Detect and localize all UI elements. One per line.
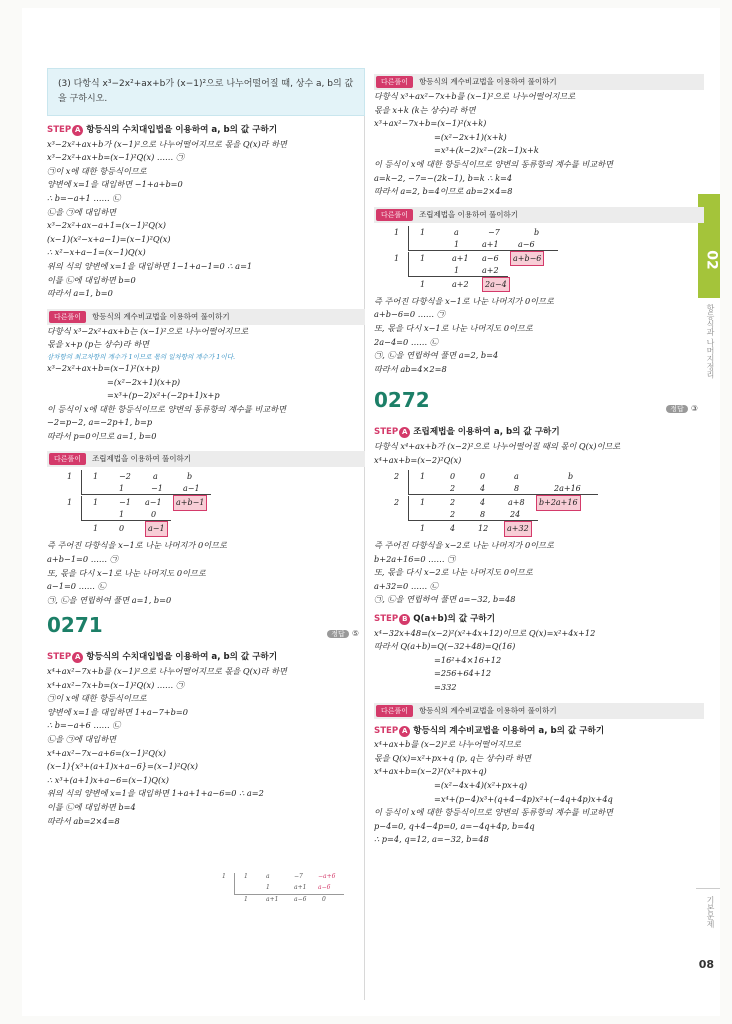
coef: −a+6 [318, 873, 336, 880]
hint-note: 삼차항의 최고차항의 계수가 1이므로 몫의 일차항의 계수가 1이다. [47, 352, 236, 361]
coef: a [153, 472, 158, 482]
solution-line: ㉠, ㉡을 연립하여 풀면 a=−32, b=48 [374, 594, 516, 605]
coef: a+8 [508, 498, 525, 508]
coef: 1 [93, 472, 99, 482]
coef: 1 [119, 484, 125, 494]
coef: a−6 [482, 253, 499, 263]
coef: a+1 [482, 239, 499, 249]
alt2-solution-lines [47, 539, 365, 607]
solution-line: 또, 몫을 다시 x−2로 나눈 나머지도 0이므로 [374, 567, 533, 578]
remainder: 2a−4 [482, 277, 510, 293]
coef: 1 [266, 884, 270, 891]
alt-solution-lines [374, 90, 704, 199]
left-column [47, 68, 365, 828]
step-a-badge: STEP A [47, 125, 83, 135]
step-b-title: Q(a+b)의 값 구하기 [413, 614, 496, 625]
solution-line: ㉠이 x에 대한 항등식이므로 [47, 693, 147, 704]
coef: −1 [151, 484, 163, 494]
chapter-tab-text: 항등식과 나머지정리 [706, 304, 715, 379]
alt-solution-tag: 다른풀이 [49, 453, 86, 465]
solution-line: x³+ax²−7x+b=(x−1)²(x+k) [374, 118, 487, 129]
solution-line: 이 등식이 x에 대한 항등식이므로 양변의 동류항의 계수를 비교하면 [47, 403, 286, 414]
solution-line: =x³+(k−2)x²−(2k−1)x+k [434, 145, 539, 156]
answer-badge: 정답 ⑤ [327, 627, 359, 642]
coef: 1 [420, 253, 426, 263]
solution-line: 이 등식이 x에 대한 항등식이므로 양변의 동류항의 계수를 비교하면 [374, 807, 613, 818]
problem-number [374, 388, 704, 420]
coef: 0 [480, 472, 486, 482]
solution-line: x³−2x²+ax+b=(x−1)²(x+p) [47, 362, 160, 373]
coef: 4 [450, 524, 456, 534]
coef: 1 [454, 265, 460, 275]
coef: a+1 [294, 884, 307, 891]
step-a-title: 항등식의 수치대입법을 이용하여 a, b의 값 구하기 [86, 652, 278, 663]
coef: 1 [420, 227, 426, 237]
solution-line: a+b−6=0 …… ㉠ [374, 309, 445, 320]
solution-lines [374, 539, 704, 607]
solution-lines [374, 627, 704, 695]
solution-line: =(x²−4x+4)(x²+px+q) [434, 780, 528, 790]
solution-line: x⁴+ax+b를 (x−2)²로 나누어떨어지므로 [374, 739, 522, 750]
solution-line: (x−1)(x²−x+a−1)=(x−1)²Q(x) [47, 233, 171, 244]
solution-line: =16²+4×16+12 [434, 654, 502, 665]
solution-line: 이 등식이 x에 대한 항등식이므로 양변의 동류항의 계수를 비교하면 [374, 158, 613, 169]
coef: b [568, 472, 574, 482]
coef: 1 [420, 498, 426, 508]
coef: 2 [450, 498, 456, 508]
coef: a+2 [452, 279, 469, 289]
solution-line: a+32=0 …… ㉡ [374, 580, 438, 591]
step-a-badge: STEP A [47, 652, 83, 662]
alt-solution-bar [374, 207, 704, 223]
coef: 24 [510, 510, 521, 520]
synthetic-division-table [374, 226, 574, 292]
coef: 1 [454, 239, 460, 249]
page [22, 8, 720, 1016]
solution-line: a=k−2, −7=−(2k−1), b=k ∴ k=4 [374, 172, 513, 183]
step-a-heading [374, 426, 704, 440]
coef: a [514, 472, 519, 482]
coef: 12 [478, 524, 489, 534]
solution-lines [374, 738, 704, 847]
solution-line: ㉠, ㉡을 연립하여 풀면 a=1, b=0 [47, 594, 172, 605]
solution-line: a+b−1=0 …… ㉠ [47, 554, 118, 565]
divisor: 1 [67, 472, 73, 482]
solution-line: 다항식 x³+ax²−7x+b를 (x−1)²으로 나누어떨어지므로 [374, 91, 576, 101]
solution-line: 이를 ㉡에 대입하면 b=4 [47, 801, 136, 812]
chapter-tab-number: 02 [703, 250, 720, 270]
coef: −7 [488, 227, 500, 237]
solution-line: 몫을 x+p (p는 상수)라 하면 [47, 339, 150, 350]
coef: a−1 [145, 498, 162, 508]
solution-line: a−1=0 …… ㉡ [47, 581, 106, 592]
answer-badge: 정답 ③ [666, 402, 698, 417]
remainder: b+2a+16 [536, 495, 581, 511]
coef: b [187, 472, 193, 482]
solution-line: 따라서 a=2, b=4이므로 ab=2×4=8 [374, 186, 513, 197]
solution-line: ㉠, ㉡을 연립하여 풀면 a=2, b=4 [374, 350, 499, 361]
coef: 1 [93, 498, 99, 508]
remainder: a+b−6 [510, 251, 544, 267]
solution-lines [47, 665, 365, 828]
coef: 8 [480, 510, 486, 520]
alt-solution-title: 항등식의 계수비교법을 이용하여 풀이하기 [419, 77, 557, 86]
coef: a−6 [294, 896, 307, 903]
alt-solution-title: 조립제법을 이용하여 풀이하기 [419, 209, 519, 219]
solution-line: 다항식 x³−2x²+ax+b는 (x−1)²으로 나누어떨어지므로 [47, 325, 249, 336]
solution-line: x⁴+ax²−7x−a+6=(x−1)²Q(x) [47, 747, 166, 758]
solution-line: x³−2x²+ax+b=(x−1)²Q(x) …… ㉠ [47, 152, 185, 163]
step-a-heading [47, 651, 365, 665]
solution-line: x⁴+ax²−7x+b=(x−1)²Q(x) …… ㉠ [47, 679, 185, 690]
solution-line: 즉 주어진 다항식을 x−1로 나눈 나머지가 0이므로 [374, 295, 554, 306]
coef: 4 [480, 498, 486, 508]
step-a-badge: STEP A [374, 427, 410, 437]
solution-line: ∴ x³+(a+1)x+a−6=(x−1)Q(x) [47, 774, 169, 785]
step-a-title: 조립제법을 이용하여 a, b의 값 구하기 [413, 427, 560, 438]
question-box: (3) 다항식 x³−2x²+ax+b가 (x−1)²으로 나누어떨어질 때, 상수 a, b의 값을 구하시오. [47, 68, 365, 116]
solution-line: 다항식 x⁴+ax+b가 (x−2)²으로 나누어떨어질 때의 몫이 Q(x)이므로 [374, 440, 621, 451]
solution-line: ∴ p=4, q=12, a=−32, b=48 [374, 834, 489, 845]
step-b-heading [374, 613, 704, 627]
solution-line: x³−2x²+ax−a+1=(x−1)²Q(x) [47, 220, 166, 231]
solution-line: =x³+(p−2)x²+(−2p+1)x+p [107, 390, 220, 401]
solution-line: 또, 몫을 다시 x−1로 나눈 나머지도 0이므로 [47, 567, 206, 578]
solution-line: 양변에 x=1을 대입하면 −1+a+b=0 [47, 179, 183, 190]
coef: 2 [450, 510, 456, 520]
solution-line: b+2a+16=0 …… ㉠ [374, 553, 456, 564]
step-a-badge: STEP A [374, 726, 410, 736]
solution-line: x⁴+ax+b=(x−2)²Q(x) [374, 454, 462, 465]
coef: 1 [93, 524, 99, 534]
solution-line: −2=p−2, a=−2p+1, b=p [47, 417, 153, 428]
divisor: 2 [394, 472, 400, 482]
solution-line: =332 [434, 682, 457, 693]
alt-solution-title: 항등식의 계수비교법을 이용하여 풀이하기 [419, 705, 557, 715]
solution-line: x⁴+ax²−7x+b를 (x−1)²으로 나누어떨어지므로 몫을 Q(x)라 하면 [47, 666, 287, 677]
remainder: a+b−1 [173, 495, 207, 511]
divisor: 2 [394, 498, 400, 508]
coef: 8 [514, 484, 520, 494]
solution-line: 즉 주어진 다항식을 x−2로 나눈 나머지가 0이므로 [374, 540, 554, 551]
alt-solution-tag: 다른풀이 [376, 705, 413, 717]
solution-lines [374, 440, 704, 467]
problem-number-text: 0272 [374, 388, 430, 413]
coef: 1 [244, 873, 248, 880]
coef: 2a+16 [554, 484, 581, 494]
solution-line: ∴ b=−a+1 …… ㉡ [47, 192, 121, 203]
step-b-badge: STEP B [374, 614, 410, 624]
alt-solution-lines [47, 325, 365, 444]
solution-line: 따라서 p=0이므로 a=1, b=0 [47, 430, 157, 441]
coef: −2 [119, 472, 131, 482]
page-rule [696, 888, 720, 889]
remainder: a+32 [504, 521, 532, 537]
divisor: 1 [394, 227, 400, 237]
coef: a+2 [482, 265, 499, 275]
alt2-solution-lines [374, 295, 704, 377]
alt-solution-tag: 다른풀이 [376, 76, 413, 88]
alt-solution-bar [47, 451, 365, 467]
coef: 1 [244, 896, 248, 903]
solution-line: 또, 몫을 다시 x−1로 나눈 나머지도 0이므로 [374, 322, 533, 333]
coef: a−1 [183, 484, 200, 494]
solution-lines [47, 138, 365, 301]
alt-solution-title: 조립제법을 이용하여 풀이하기 [92, 454, 192, 464]
solution-line: ∴ b=−a+6 …… ㉡ [47, 720, 121, 731]
alt-solution-bar [374, 74, 704, 90]
synthetic-division-table [47, 470, 217, 536]
coef: a+1 [266, 896, 279, 903]
solution-line: x³−2x²+ax+b가 (x−1)²으로 나누어떨어지므로 몫을 Q(x)라 하면 [47, 138, 287, 149]
alt-solution-bar [374, 703, 704, 719]
coef: 0 [450, 472, 456, 482]
solution-line: 따라서 ab=4×2=8 [374, 363, 447, 374]
solution-line: =(x²−2x+1)(x+p) [107, 376, 181, 387]
solution-line: p−4=0, q+4−4p=0, a=−4q+4p, b=4q [374, 820, 535, 831]
solution-line: =(x²−2x+1)(x+k) [434, 131, 507, 142]
coef: 2 [450, 484, 456, 494]
solution-line: 위의 식의 양변에 x=1을 대입하면 1+a+1+a−6=0 ∴ a=2 [47, 788, 264, 799]
coef: 4 [480, 484, 486, 494]
solution-line: =x⁴+(p−4)x³+(q+4−4p)x²+(−4q+4p)x+4q [434, 793, 613, 804]
divisor: 1 [394, 253, 400, 263]
coef: 0 [151, 510, 157, 520]
coef: b [534, 227, 540, 237]
solution-line: 따라서 Q(a+b)=Q(−32+48)=Q(16) [374, 641, 516, 652]
alt-solution-tag: 다른풀이 [49, 311, 86, 323]
solution-line: 몫을 x+k (k는 상수)라 하면 [374, 104, 476, 115]
coef: a [454, 227, 459, 237]
page-number: 08 [698, 958, 714, 971]
problem-number [47, 613, 365, 645]
coef: −7 [294, 873, 303, 880]
solution-line: ㉡을 ㉠에 대입하면 [47, 734, 117, 744]
coef: 1 [119, 510, 125, 520]
coef: a−6 [318, 884, 331, 891]
mini-synthetic-table [222, 873, 362, 909]
solution-line: 몫을 Q(x)=x²+px+q (p, q는 상수)라 하면 [374, 752, 532, 763]
solution-line: x⁴+ax+b=(x−2)²(x²+px+q) [374, 766, 487, 777]
solution-line: 따라서 ab=2×4=8 [47, 815, 120, 826]
solution-line: 즉 주어진 다항식을 x−1로 나눈 나머지가 0이므로 [47, 540, 227, 551]
solution-line: ㉠이 x에 대한 항등식이므로 [47, 165, 147, 176]
solution-line: ∴ x²−x+a−1=(x−1)Q(x) [47, 247, 146, 258]
coef: 1 [420, 472, 426, 482]
solution-line: =256+64+12 [434, 668, 492, 679]
solution-line: x⁴−32x+48=(x−2)²(x²+4x+12)이므로 Q(x)=x²+4x+12 [374, 627, 596, 638]
alt-solution-tag: 다른풀이 [376, 209, 413, 221]
solution-line: 양변에 x=1을 대입하면 1+a−7+b=0 [47, 706, 188, 717]
right-column [374, 74, 704, 847]
coef: a−6 [518, 239, 535, 249]
step-a-title: 항등식의 수치대입법을 이용하여 a, b의 값 구하기 [86, 125, 278, 135]
step-a-heading [47, 124, 365, 138]
alt-solution-bar [47, 309, 365, 325]
solution-line: 이를 ㉡에 대입하면 b=0 [47, 274, 136, 285]
section-side-text: 기본문제 [706, 896, 715, 928]
coef: a [266, 873, 270, 880]
solution-line: ㉡을 ㉠에 대입하면 [47, 206, 117, 217]
solution-line: (x−1){x³+(a+1)x+a−6}=(x−1)²Q(x) [47, 761, 198, 772]
step-a-title: 항등식의 계수비교법을 이용하여 a, b의 값 구하기 [413, 725, 605, 736]
solution-line: 위의 식의 양변에 x=1을 대입하면 1−1+a−1=0 ∴ a=1 [47, 260, 253, 271]
synthetic-division-table [374, 470, 604, 536]
coef: a+1 [452, 253, 469, 263]
divisor: 1 [222, 873, 226, 880]
problem-number-text: 0271 [47, 613, 103, 638]
coef: 1 [420, 524, 426, 534]
alt-solution-title: 항등식의 계수비교법을 이용하여 풀이하기 [92, 311, 230, 321]
step-a-heading [374, 725, 704, 739]
divisor: 1 [67, 498, 73, 508]
coef: −1 [119, 498, 131, 508]
coef: 1 [420, 279, 426, 289]
remainder: a−1 [145, 521, 168, 537]
coef: 0 [119, 524, 125, 534]
remainder: 0 [322, 896, 326, 903]
solution-line: 2a−4=0 …… ㉡ [374, 336, 438, 347]
solution-line: 따라서 a=1, b=0 [47, 288, 113, 299]
